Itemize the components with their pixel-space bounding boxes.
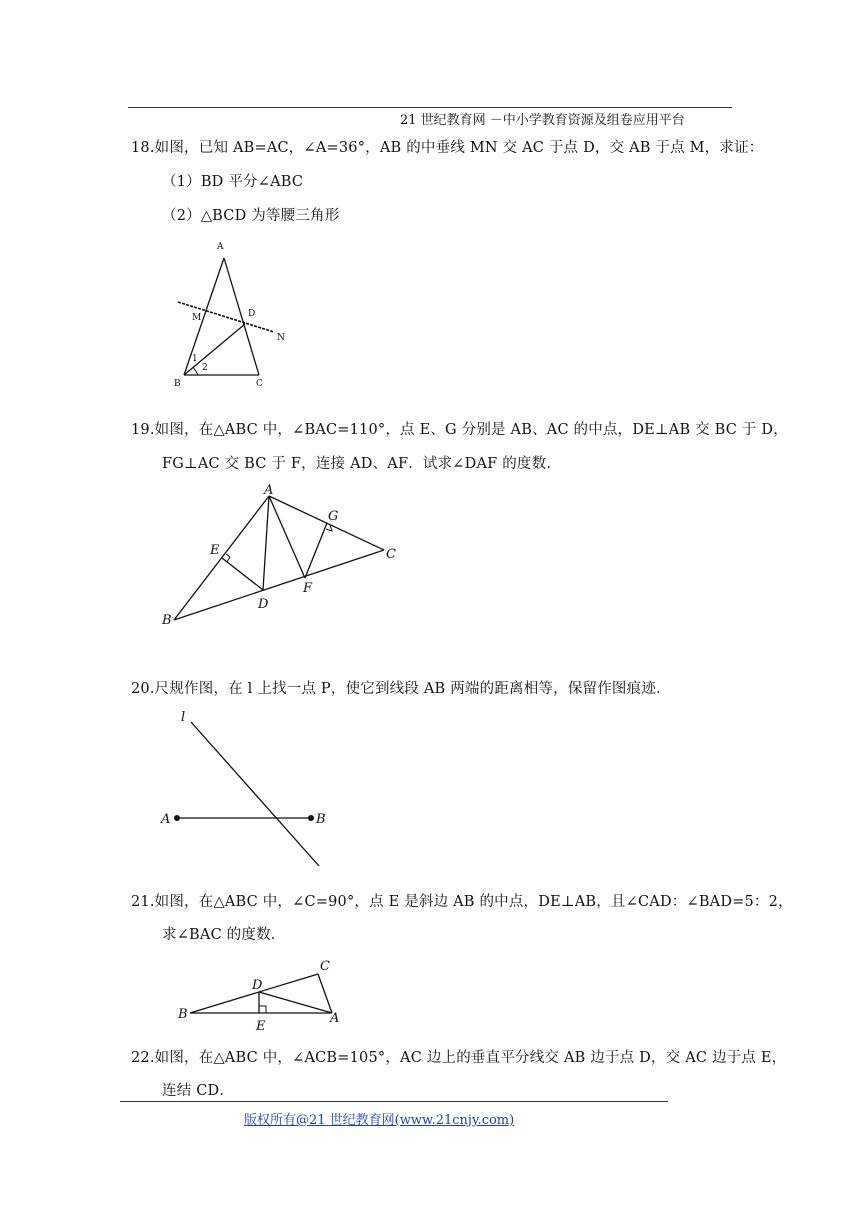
q19-figure <box>150 478 410 638</box>
q19-right-angle-g <box>326 525 332 531</box>
q18-line1: 18.如图，已知 AB=AC，∠A=36°，AB 的中垂线 MN 交 AC 于点 D，交 AB 于点 M，求证： <box>131 140 764 156</box>
footer-copyright-link[interactable]: 版权所有@21 世纪教育网(www.21cnjy.com) <box>244 1113 515 1128</box>
q19-segment-de <box>222 558 263 590</box>
q21-figure <box>170 954 360 1034</box>
q18-label-d: D <box>248 309 256 319</box>
q20-label-a: A <box>161 812 171 827</box>
q19-label-a: A <box>264 483 274 498</box>
q18-line3: （2）△BCD 为等腰三角形 <box>162 208 340 224</box>
header-rule <box>128 107 732 108</box>
q18-label-b: B <box>174 379 181 389</box>
q22-line2: 连结 CD． <box>162 1083 235 1099</box>
q18-label-1: 1 <box>192 354 198 364</box>
q19-side-ab <box>174 496 269 620</box>
q22-line1: 22.如图，在△ABC 中，∠ACB=105°，AC 边上的垂直平分线交 AB 边于点 D，交 AC 边于点 E， <box>131 1050 787 1066</box>
q18-label-n: N <box>277 333 285 343</box>
header-text: 21 世纪教育网 －中小学教育资源及组卷应用平台 <box>400 113 685 128</box>
q21-line1: 21.如图，在△ABC 中，∠C=90°，点 E 是斜边 AB 的中点，DE⊥AB，且∠CAD：∠BAD=5：2， <box>131 894 793 910</box>
q20-line1: 20.尺规作图，在 l 上找一点 P，使它到线段 AB 两端的距离相等，保留作图痕迹． <box>131 681 671 697</box>
q20-point-b <box>308 815 314 821</box>
q21-label-a: A <box>330 1011 340 1026</box>
q21-label-c: C <box>320 959 330 974</box>
q18-label-2: 2 <box>202 363 208 373</box>
q21-label-d: D <box>252 978 263 993</box>
q18-line2: （1）BD 平分∠ABC <box>162 174 304 190</box>
q19-label-g: G <box>328 509 339 524</box>
q19-label-e: E <box>210 543 220 558</box>
q19-label-d: D <box>258 597 269 612</box>
q19-line2: FG⊥AC 交 BC 于 F，连接 AD、AF．试求∠DAF 的度数． <box>162 456 562 472</box>
q18-angle-mark <box>193 367 198 375</box>
q21-line2: 求∠BAC 的度数． <box>162 927 286 943</box>
q19-segment-ad <box>263 496 269 590</box>
q19-label-b: B <box>162 613 172 628</box>
q20-figure <box>150 706 350 874</box>
q18-label-m: M <box>192 313 202 323</box>
q18-figure <box>160 236 300 392</box>
q21-right-angle-e <box>259 1006 266 1013</box>
q21-side-ca <box>318 974 332 1013</box>
q19-side-bc <box>174 550 384 620</box>
footer-rule <box>120 1101 668 1102</box>
q21-label-b: B <box>178 1007 188 1022</box>
q19-label-c: C <box>386 547 396 562</box>
q20-line-l <box>191 722 319 866</box>
q20-label-b: B <box>316 812 326 827</box>
q18-label-c: C <box>256 379 263 389</box>
q21-label-e: E <box>256 1019 266 1034</box>
q19-line1: 19.如图，在△ABC 中，∠BAC=110°，点 E、G 分别是 AB、AC 的中点，DE⊥AB 交 BC 于 D， <box>131 422 788 438</box>
q20-label-l: l <box>181 710 186 725</box>
q19-label-f: F <box>303 581 313 596</box>
q18-label-a: A <box>217 242 224 252</box>
q20-point-a <box>174 815 180 821</box>
q19-segment-af <box>269 496 305 578</box>
q21-segment-da <box>259 992 332 1013</box>
